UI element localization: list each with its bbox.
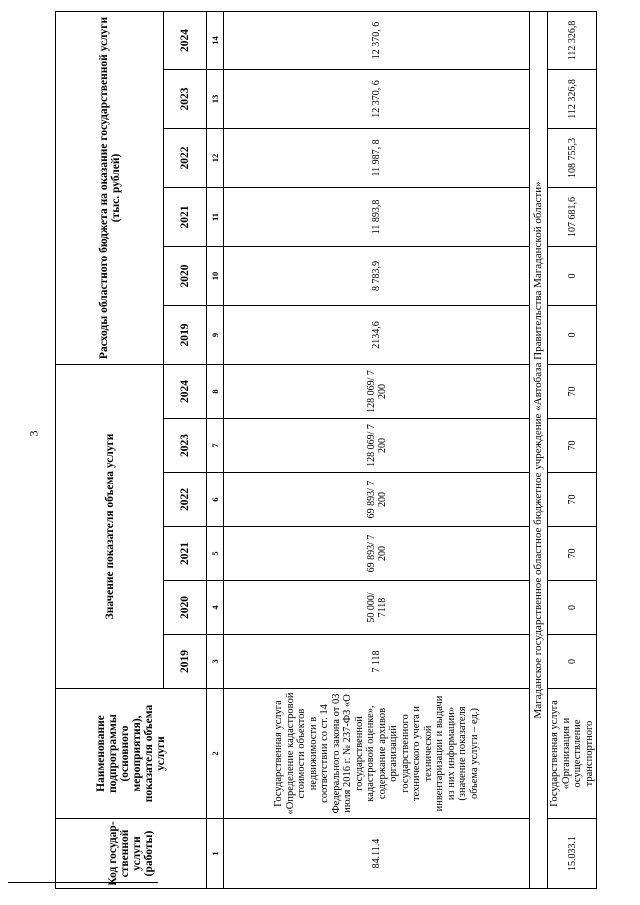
volume-value: 69 893/ 7 200	[224, 527, 530, 581]
budget-value: 8 783,9	[224, 246, 530, 305]
year-header: 2021	[164, 187, 207, 246]
header-budget: Расходы областного бюджета на оказание государственной услуги (тыс. рублей)	[56, 11, 164, 364]
column-number: 10	[207, 246, 224, 305]
budget-value: 11 893,8	[224, 187, 530, 246]
column-number: 5	[207, 527, 224, 581]
header-code: Код государ-ственной услуги (работы)	[56, 819, 207, 889]
budget-value: 0	[548, 246, 597, 305]
year-header: 2024	[164, 11, 207, 69]
column-number: 9	[207, 305, 224, 364]
budget-value: 12 370, 6	[224, 69, 530, 128]
year-header: 2022	[164, 473, 207, 527]
page-number: 3	[26, 430, 41, 437]
service-code: 15.033.1	[548, 819, 597, 889]
column-number: 13	[207, 69, 224, 128]
column-number: 1	[207, 819, 224, 889]
column-number: 14	[207, 11, 224, 69]
year-header: 2020	[164, 246, 207, 305]
year-header: 2021	[164, 527, 207, 581]
budget-value: 108 755,3	[548, 128, 597, 187]
volume-value: 70	[548, 364, 597, 418]
year-header: 2023	[164, 419, 207, 473]
header-volume: Значение показателя объема услуги	[56, 364, 164, 688]
column-number: 11	[207, 187, 224, 246]
year-header: 2019	[164, 635, 207, 689]
column-number: 4	[207, 581, 224, 635]
column-number: 6	[207, 473, 224, 527]
header-name: Наименование подпрограммы (основного мероприятия), показателя объема услуги	[56, 689, 207, 819]
column-number: 12	[207, 128, 224, 187]
column-number: 2	[207, 689, 224, 819]
column-number: 7	[207, 419, 224, 473]
volume-value: 0	[548, 581, 597, 635]
service-name: Государственная услуга «Организация и осуществление транспортного	[548, 689, 597, 819]
budget-value: 112 326,8	[548, 11, 597, 69]
volume-value: 7 118	[224, 635, 530, 689]
budget-value: 12 370, 6	[224, 11, 530, 69]
column-number: 8	[207, 364, 224, 418]
volume-value: 128 069/ 7 200	[224, 364, 530, 418]
year-header: 2019	[164, 305, 207, 364]
column-number: 3	[207, 635, 224, 689]
volume-value: 0	[548, 635, 597, 689]
section-title: Магаданское государственное областное бюджетное учреждение «Автобаза Правительства Магаданской области»	[530, 11, 548, 888]
year-header: 2020	[164, 581, 207, 635]
footnote-separator	[8, 882, 158, 883]
budget-value: 0	[548, 305, 597, 364]
table-row	[548, 11, 597, 888]
rotated-table-container	[55, 12, 596, 889]
budget-value: 112 326,8	[548, 69, 597, 128]
budget-value: 2134,6	[224, 305, 530, 364]
volume-value: 50 000/ 7118	[224, 581, 530, 635]
volume-value: 69 893/ 7 200	[224, 473, 530, 527]
year-header: 2022	[164, 128, 207, 187]
table-row	[224, 11, 530, 888]
year-header: 2023	[164, 69, 207, 128]
volume-value: 70	[548, 527, 597, 581]
budget-value: 107 681,6	[548, 187, 597, 246]
service-code: 84.11.4	[224, 819, 530, 889]
budget-value: 11 987, 8	[224, 128, 530, 187]
volume-value: 70	[548, 419, 597, 473]
service-name: Государственная услуга «Определение кадастровой стоимости объектов недвижимости в соответствии со ст. 14 Федерального закона от 03 июля 2016 г. № 237-ФЗ «О государственной кадастровой оценке», содержание архивов организаций государственного технического учета и технической инвентаризации и выдачи из них информации» (значение показателя объема услуги – ед.)	[224, 689, 530, 819]
year-header: 2024	[164, 364, 207, 418]
services-table	[55, 11, 597, 889]
volume-value: 128 069/ 7 200	[224, 419, 530, 473]
volume-value: 70	[548, 473, 597, 527]
